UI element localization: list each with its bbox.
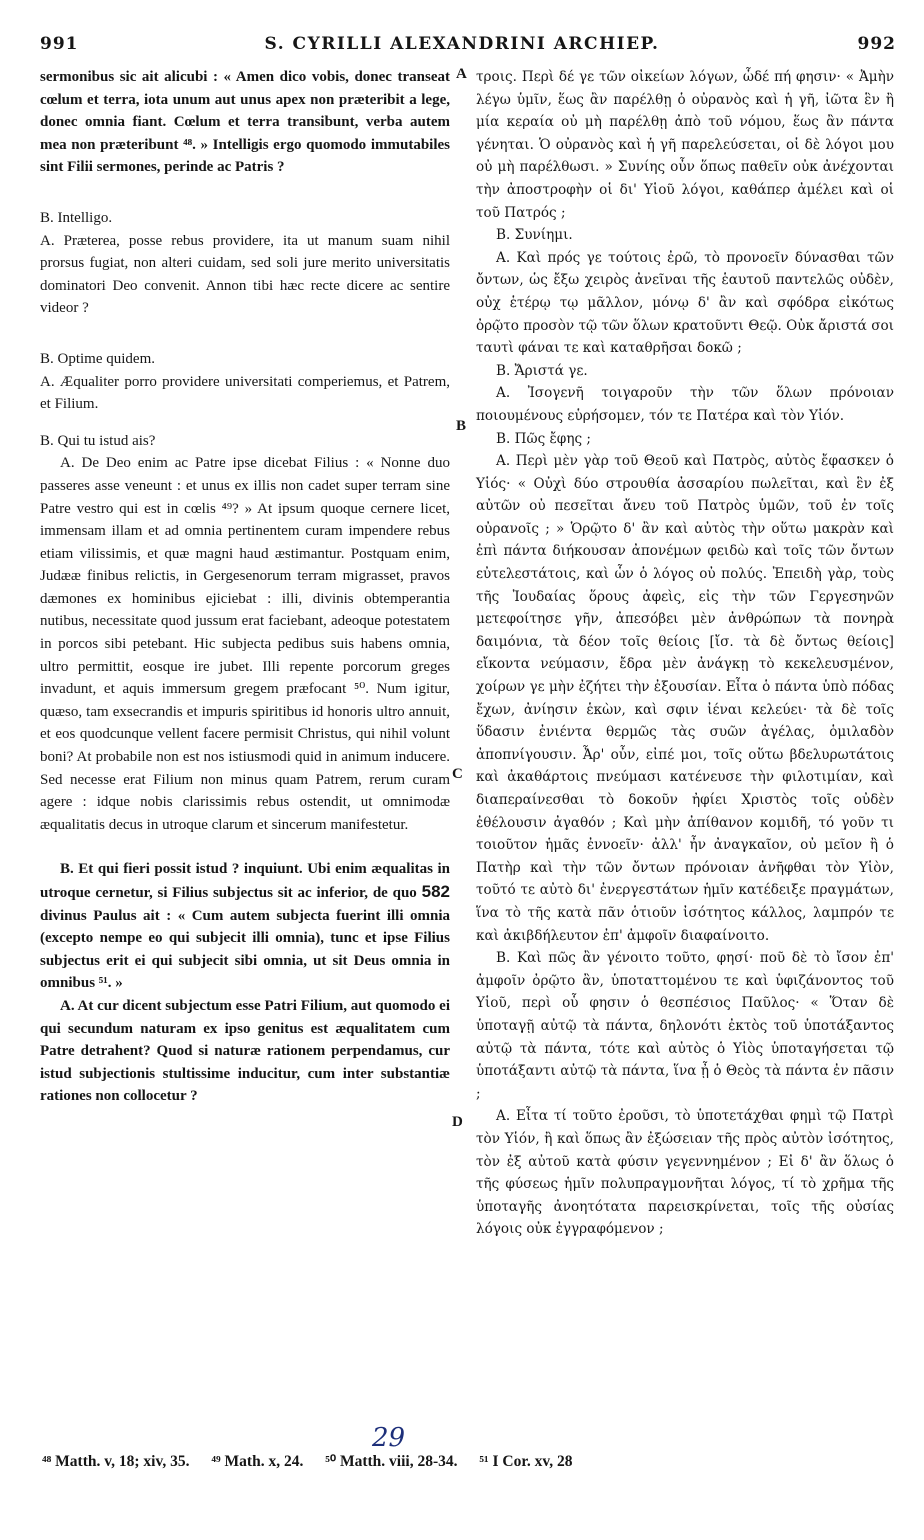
latin-paragraph: B. Optime quidem. [40,350,155,367]
margin-marker-a: A [456,66,467,82]
latin-paragraph-text: B. Et qui fieri possit istud ? inquiunt. Ubi enim æqualitas in utroque cernetur, si Filius subjectus sit ac inferior, de quo [40,861,450,901]
greek-paragraph: Α. Ἰσογενῆ τοιγαροῦν τὴν τῶν ὅλων πρόνοιαν ποιουμένους εὑρήσομεν, τόν τε Πατέρα καὶ τὸν Υἱόν. [476,385,894,424]
greek-paragraph: Β. Συνίημι. [496,227,573,244]
latin-paragraph: A. Æqualiter porro providere universitati comperiemus, et Patrem, et Filium. [40,373,450,413]
latin-paragraph: A. Præterea, posse rebus providere, ita ut manum suam nihil prorsus fugiat, non alteri cuidam, sed soli jure merito universitatis dominatori Deo convenit. Annon tibi hæc recte dicere ac sentire videor ? [40,232,450,317]
footnote-48: ⁴⁸ Matth. v, 18; xiv, 35. [42,1453,190,1470]
greek-column [476,66,894,1241]
latin-paragraph: sermonibus sic ait alicubi : « Amen dico vobis, donec transeat cœlum et terra, iota unum aut unus apex non præteribit a lege, donec omnia fiant. Cœlum et terra transibunt, verba autem mea non præteribunt ⁴⁸. » Intelligis ergo quomodo immutabiles sint Filii sermones, perinde ac Patris ? [40,69,450,176]
latin-column [40,66,450,1108]
running-title: S. CYRILLI ALEXANDRINI ARCHIEP. [264,34,660,54]
greek-paragraph: Β. Πῶς ἔφης ; [496,430,591,447]
margin-marker-b: B [456,418,467,434]
greek-paragraph: Α. Εἶτα τί τοῦτο ἐροῦσι, τὸ ὑποτετάχθαι φημὶ τῷ Πατρὶ τὸν Υἱόν, ἢ καὶ ὅπως ἂν ἐξώσειαν τῆς πρὸς αὐτὸν ἰσότητος, τὸν ἐξ αὐτοῦ κατὰ φύσιν γεγεννημένον ; Εἰ δ' ἂν ὅλως ὁ τῆς φύσεως ἡμῖν πολυπραγμονῆται λόγος, τί τὸ χρῆμα τῆς ὑποταγῆς ἀνοητότατα παρεισκρίνεται, τοῖς τῆς οὐσίας λόγοις οὐκ ἐγγραφόμενον ; [476,1108,894,1238]
latin-paragraph: B. Intelligo. [40,209,113,226]
greek-paragraph: Α. Καὶ πρός γε τούτοις ἐρῶ, τὸ προνοεῖν δύνασθαι τῶν ὄντων, ὡς ἔξω χειρὸς ἀνεῖναι τῆς ἑαυτοῦ παντελῶς οὐδὲν, οὐχ ἑτέρῳ τῳ μᾶλλον, μόνῳ δ' ἂν καὶ σφόδρα εἰκότως ὀρῷτο προσὸν τῷ τῶν ὅλων κρατοῦντι Θεῷ. Οὐκ ἄριστά σοι ταυτὶ φάναι τε καὶ καταθρῆσαι δοκῶ ; [476,249,894,357]
page-number-right: 992 [857,34,896,54]
footnote-50: ⁵⁰ Matth. viii, 28-34. [325,1453,458,1470]
column-number: 582 [421,882,450,901]
greek-paragraph: Β. Ἄριστά γε. [496,362,588,379]
greek-paragraph: τροις. Περὶ δέ γε τῶν οἰκείων λόγων, ὧδέ πή φησιν· « Ἀμὴν λέγω ὑμῖν, ἕως ἂν παρέλθῃ ὁ οὐρανὸς καὶ ἡ γῆ, ἰῶτα ἓν ἢ μία κεραία οὐ μὴ παρέλθῃ ἀπὸ τοῦ νόμου, ἕως ἂν πάντα γένηται. Ὁ οὐρανὸς καὶ ἡ γῆ παρελεύσεται, οἱ δὲ λόγοι μου οὐ μὴ παρέλθωσι. » Συνίης οὖν ὅπως παθεῖν οὐκ ἀνέχονται τὴν ἀποστροφὴν οἱ δι' Υἱοῦ λόγοι, καθάπερ ἀμέλει καὶ οἱ τοῦ Πατρός ; [476,69,894,221]
page-number-left: 991 [40,34,79,54]
margin-marker-d: D [452,1114,463,1130]
footnote-51: ⁵¹ I Cor. xv, 28 [479,1453,573,1470]
latin-paragraph: A. De Deo enim ac Patre ipse dicebat Filius : « Nonne duo passeres asse veneunt : et unus ex illis non cadet super terram sine Patre vestro qui est in cœlis ⁴⁹? » At ipsum quoque cernere licet, immensam illam et ad omnia pertinentem curam impendere rebus etiam vilissimis, et quæ magni haud æstimantur. Postquam enim, Judææ finibus relictis, in Gergesenorum terram migrasset, pravos dæmones ex hominibus ejiciebat : illi, divinis obtemperantia nutibus, necessitate quod jussum erat faciebant, adeoque potestatem in porcos sibi petebant. Hic subjecta pedibus suis habens omnia, ultro permittit, eosque ire jubet. Illi repente porcorum greges invadunt, et aquis immersum gregem præfocant ⁵⁰. Num igitur, quæso, tam exsecrandis et impuris spiritibus id honoris ultro annuit, et eos quodcunque vellent facere permisit Christus, qui nihil volunt boni? At probabile non est nos istiusmodi quid in animum inducere. Sed necesse erat Filium non minus quam Patrem, rerum curam agere : idque nobis clarissimis rebus ostendit, ut omnimodæ æqualitatis decus in utroque clarum et sincerum manifestetur. [40,455,450,833]
greek-paragraph: Α. Περὶ μὲν γὰρ τοῦ Θεοῦ καὶ Πατρὸς, αὐτὸς ἔφασκεν ὁ Υἱός· « Οὐχὶ δύο στρουθία ἀσσαρίου πωλεῖται, καὶ ἓν ἐξ αὐτῶν οὐ πεσεῖται ἄνευ τοῦ Πατρὸς ὑμῶν, τοῦ ἐν τοῖς οὐρανοῖς ; » Ὁρῷτο δ' ἂν καὶ αὐτὸς τὴν οὕτω μακρὰν καὶ ἐπὶ πάντα διήκουσαν ἀπονέμων φειδὼ καὶ τοῖς τῶν ὄντων εὐτελεστάτοις, καὶ ὧν ὁ λόγος οὐ πολύς. Ἐπειδὴ γὰρ, τοὺς τῆς Ἰουδαίας ὅρους ἀφεὶς, εἰς τὴν τῶν Γεργεσηνῶν μετεφοίτησε γῆν, ἀπεσόβει μὲν ἀνθρώπων τὰ πονηρὰ δαιμόνια, τὰ δέον τοῖς θείοις [ἴσ. τὰ δὲ ὄντως θείοις] εἴκοντα νεύμασιν, ἔδρα μὲν ἀνάγκῃ τὸ κεκελευσμένον, χοίρων γε μὴν ἐζήτει τὴν ἐξουσίαν. Εἶτα ὁ πάντα ὑπὸ πόδας ἔχων, ἀνίησιν ἑκὼν, καὶ σφιν ἰέναι κελεύει· τὰ δὲ τοῖς ὕδασιν ἐνιέντα θερμῶς τὰς συῶν ἀγέλας, ὁμιλαδὸν ἀποπνίγουσιν. Ἆρ' οὖν, εἰπέ μοι, τοῖς οὕτω βδελυρωτάτοις καὶ ἀκαθάρτοις πνεύμασι κατένευσε τὴν φιλοτιμίαν, καὶ διαπεραίνεσθαι τὸ δοκοῦν ἠφίει Χριστὸς τοῖς οὐδὲν ἐθέλουσιν ἀγαθόν ; Καὶ μὴν ἀπίθανον κομιδῆ, τό γοῦν τι τοιοῦτον ἡμᾶς ἐννοεῖν· ἀλλ' ἦν ἀναγκαῖον, οὐ μεῖον ἢ ὁ Πατὴρ καὶ τὴν τῶν ὄντων πρόνοιαν ἀνῆφθαι τὸν Υἱὸν, τοῦτό τε αὐτὸ δι' ἐνεργεστάτων ἡμῖν κατέδειξε πραγμάτων, ἵνα τὸ τῆς κατὰ πᾶν ὁτιοῦν ἰσότητος κάλλος, λαμπρόν τε καὶ ἀκιβδήλευτον ἐπ' ἀμφοῖν διαφαίνοιτο. [476,453,894,944]
latin-paragraph [40,858,450,995]
greek-paragraph: Β. Καὶ πῶς ἂν γένοιτο τοῦτο, φησί· ποῦ δὲ τὸ ἴσον ἐπ' ἀμφοῖν ὀρῷτο ἂν, ὑποταττομένου τε καὶ ὑφιζάνοντος τοῦ Υἱοῦ, περὶ οὗ φησιν ὁ θεσπέσιος Παῦλος· « Ὅταν δὲ ὑποταγῇ αὐτῷ τὰ πάντα, δηλονότι ἐκτὸς τοῦ ὑποτάξαντος αὐτῷ τὰ πάντα, τότε καὶ αὐτὸς ὁ Υἱὸς ὑποταγήσεται τῷ ὑποτάξαντι αὐτῷ τὰ πάντα, ἵνα ᾖ ὁ Θεὸς τὰ πάντα ἐν πᾶσιν ; [476,950,894,1102]
latin-paragraph: B. Qui tu istud ais? [40,432,156,449]
latin-paragraph-text: divinus Paulus ait : « Cum autem subjecta fuerint illi omnia (excepto nempe eo qui subjecit illi omnia), tunc et ipse Filius subjectus erit ei qui subjecit sibi omnia, ut sit Deus omnia in omnibus ⁵¹. » [40,907,450,992]
footnotes [42,1452,902,1471]
latin-paragraph: A. At cur dicent subjectum esse Patri Filium, aut quomodo ei qui secundum naturam ex ipso genitus est æqualitatem cum Patre detrahent? Quod si naturæ rationem perpendamus, cur istud subjectionis stultissime inducitur, cum inter substantiæ rationes non collocetur ? [40,997,450,1105]
handwritten-note: 29 [372,1423,406,1453]
margin-marker-c: C [452,766,463,782]
footnote-49: ⁴⁹ Math. x, 24. [211,1453,304,1470]
